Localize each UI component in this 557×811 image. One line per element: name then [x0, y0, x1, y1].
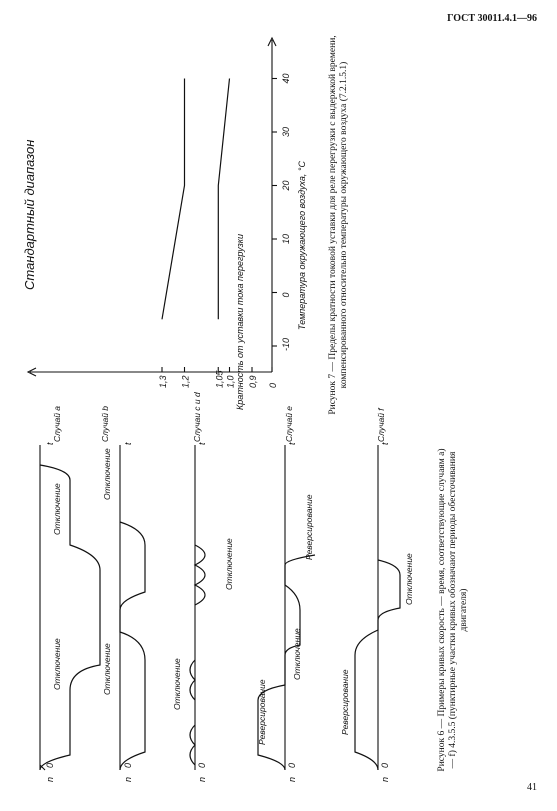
panel-a-label-2: Отключение — [52, 483, 62, 535]
page-number: 41 — [527, 782, 537, 793]
panel-b-t: t — [123, 442, 133, 445]
panel-a-n: n — [45, 776, 55, 782]
panel-a-zero: 0 — [45, 762, 55, 768]
panel-a-case: Случай a — [52, 405, 62, 442]
fig7-x-tick-label: 0 — [281, 292, 291, 298]
panel-cd-zero: 0 — [197, 762, 207, 768]
panel-b-label-2: Отключение — [102, 448, 112, 500]
fig7-y-tick-label: 1,0 — [225, 375, 236, 388]
fig7-y-tick-label: 0,9 — [248, 375, 258, 388]
panel-e-label-2: Отключение — [292, 628, 302, 680]
fig7-x-tick-label: 20 — [281, 180, 291, 191]
panel-b-label-1: Отключение — [102, 643, 112, 695]
fig7-x-tick-label: 40 — [281, 73, 291, 84]
panel-cd-t: t — [197, 442, 207, 445]
standard-header: ГОСТ 30011.4.1—96 — [447, 13, 537, 24]
fig7-x-tick-label: 10 — [281, 233, 291, 244]
panel-a-t: t — [45, 442, 55, 445]
panel-f-zero: 0 — [380, 762, 390, 768]
panel-f-t: t — [380, 442, 390, 445]
panel-e-t: t — [287, 442, 297, 445]
panel-b-n: n — [123, 776, 133, 782]
fig7-series-line — [218, 79, 229, 320]
panel-b-zero: 0 — [123, 762, 133, 768]
fig7-y-tick-label: 0 — [268, 382, 278, 388]
panel-cd-case: Случаи c и d — [192, 392, 202, 442]
panel-cd-label-2: Отключение — [224, 538, 234, 590]
panel-b-case: Случай b — [100, 405, 110, 442]
figure7-caption: Рисунок 7 — Пределы кратности токовой уставки для реле перегрузки с выдержкой времени, компенсированного относительно температуры окружающего воздуха (7.2.1.5.1) — [328, 35, 349, 415]
panel-e-zero: 0 — [287, 762, 297, 768]
fig7-x-tick-label: -10 — [281, 337, 291, 351]
panel-a-label-1: Отключение — [52, 638, 62, 690]
panel-f-label-1: Реверсирование — [340, 669, 350, 735]
fig7-y-tick-label: 1,05 — [214, 370, 225, 388]
panel-e-case: Случай e — [284, 405, 294, 442]
panel-f-n: n — [380, 776, 390, 782]
fig7-chart-title: Стандартный диапазон — [22, 139, 37, 290]
panel-e-label-1: Реверсирование — [257, 679, 267, 745]
fig7-y-tick-label: 1,3 — [158, 375, 168, 388]
panel-cd-n: n — [197, 776, 207, 782]
panel-e-label-3: Реверсирование — [304, 494, 314, 560]
fig7-y-tick-label: 1,2 — [180, 375, 191, 388]
fig7-x-tick-label: 30 — [281, 126, 291, 137]
fig7-xlabel: Температура окружающего воздуха, °C — [297, 161, 307, 330]
fig7-series-line — [162, 79, 185, 320]
panel-f-label-2: Отключение — [404, 553, 414, 605]
fig7-ylabel: Кратность от уставки тока перегрузки — [235, 233, 245, 410]
panel-f-case: Случай f — [376, 408, 386, 442]
panel-e-n: n — [287, 776, 297, 782]
panel-cd-label-1: Отключение — [172, 658, 182, 710]
figure6-caption: Рисунок 6 — Примеры кривых скорость — время, соответствующие случаям а) — f) 4.3.5.5 (пунктирные участки кривых обозначают периоды обесточивания двигателя) — [437, 448, 469, 772]
